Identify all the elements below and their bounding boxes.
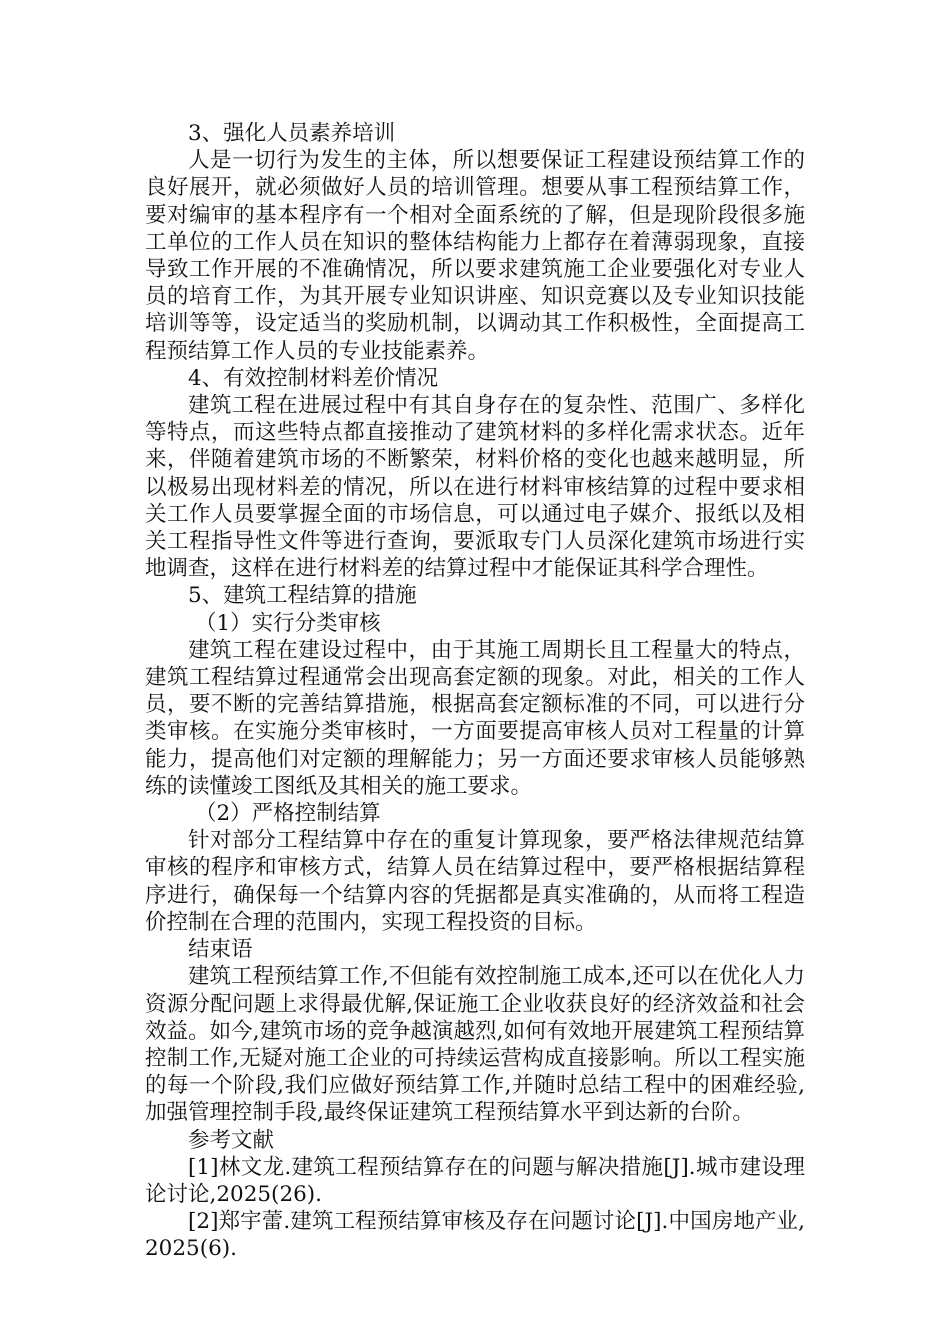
paragraph-material-price: 建筑工程在进展过程中有其自身存在的复杂性、范围广、多样化等特点，而这些特点都直接推动了建筑材料的多样化需求状态。近年来，伴随着建筑市场的不断繁荣，材料价格的变化也越来越明显，所以极易出现材料差的情况，所以在进行材料审核结算的过程中要求相关工作人员要掌握全面的市场信息，可以通过电子媒介、报纸以及相关工程指导性文件等进行查询，要派取专门人员深化建筑市场进行实地调查，这样在进行材料差的结算过程中才能保证其科学合理性。 bbox=[145, 393, 805, 582]
reference-item-1: [1]林文龙.建筑工程预结算存在的问题与解决措施[J].城市建设理论讨论,2025(26). bbox=[145, 1154, 805, 1207]
section-heading-3: 3、强化人员素养培训 bbox=[188, 121, 396, 146]
document-body bbox=[145, 120, 805, 1263]
paragraph-conclusion: 建筑工程预结算工作,不但能有效控制施工成本,还可以在优化人力资源分配问题上求得最优解,保证施工企业收获良好的经济效益和社会效益。如今,建筑市场的竞争越演越烈,如何有效地开展建筑工程预结算控制工作,无疑对施工企业的可持续运营构成直接影响。所以工程实施的每一个阶段,我们应做好预结算工作,并随时总结工程中的困难经验,加强管理控制手段,最终保证建筑工程预结算水平到达新的台阶。 bbox=[145, 964, 805, 1126]
subheading-strict-control: （2）严格控制结算 bbox=[195, 801, 381, 827]
subheading-classified-review: （1）实行分类审核 bbox=[195, 610, 381, 636]
conclusion-heading: 结束语 bbox=[188, 937, 253, 963]
paragraph-staff-training: 人是一切行为发生的主体，所以想要保证工程建设预结算工作的良好展开，就必须做好人员的培训管理。想要从事工程预结算工作，要对编审的基本程序有一个相对全面系统的了解，但是现阶段很多施工单位的工作人员在知识的整体结构能力上都存在着薄弱现象，直接导致工作开展的不准确情况，所以要求建筑施工企业要强化对专业人员的培育工作，为其开展专业知识讲座、知识竞赛以及专业知识技能培训等等，设定适当的奖励机制，以调动其工作积极性，全面提高工程预结算工作人员的专业技能素养。 bbox=[145, 148, 805, 364]
section-heading-4: 4、有效控制材料差价情况 bbox=[188, 365, 439, 391]
references-heading: 参考文献 bbox=[188, 1127, 275, 1153]
paragraph-strict-control: 针对部分工程结算中存在的重复计算现象，要严格法律规范结算审核的程序和审核方式，结算人员在结算过程中，要严格根据结算程序进行，确保每一个结算内容的凭据都是真实准确的，从而将工程造价控制在合理的范围内，实现工程投资的目标。 bbox=[145, 828, 805, 935]
section-heading-5: 5、建筑工程结算的措施 bbox=[188, 583, 417, 609]
reference-item-2: [2]郑宇蕾.建筑工程预结算审核及存在问题讨论[J].中国房地产业,2025(6). bbox=[145, 1209, 805, 1262]
paragraph-classified-review: 建筑工程在建设过程中，由于其施工周期长且工程量大的特点，建筑工程结算过程通常会出现高套定额的现象。对此，相关的工作人员，要不断的完善结算措施，根据高套定额标准的不同，可以进行分类审核。在实施分类审核时，一方面要提高审核人员对工程量的计算能力，提高他们对定额的理解能力；另一方面还要求审核人员能够熟练的读懂竣工图纸及其相关的施工要求。 bbox=[145, 637, 805, 799]
